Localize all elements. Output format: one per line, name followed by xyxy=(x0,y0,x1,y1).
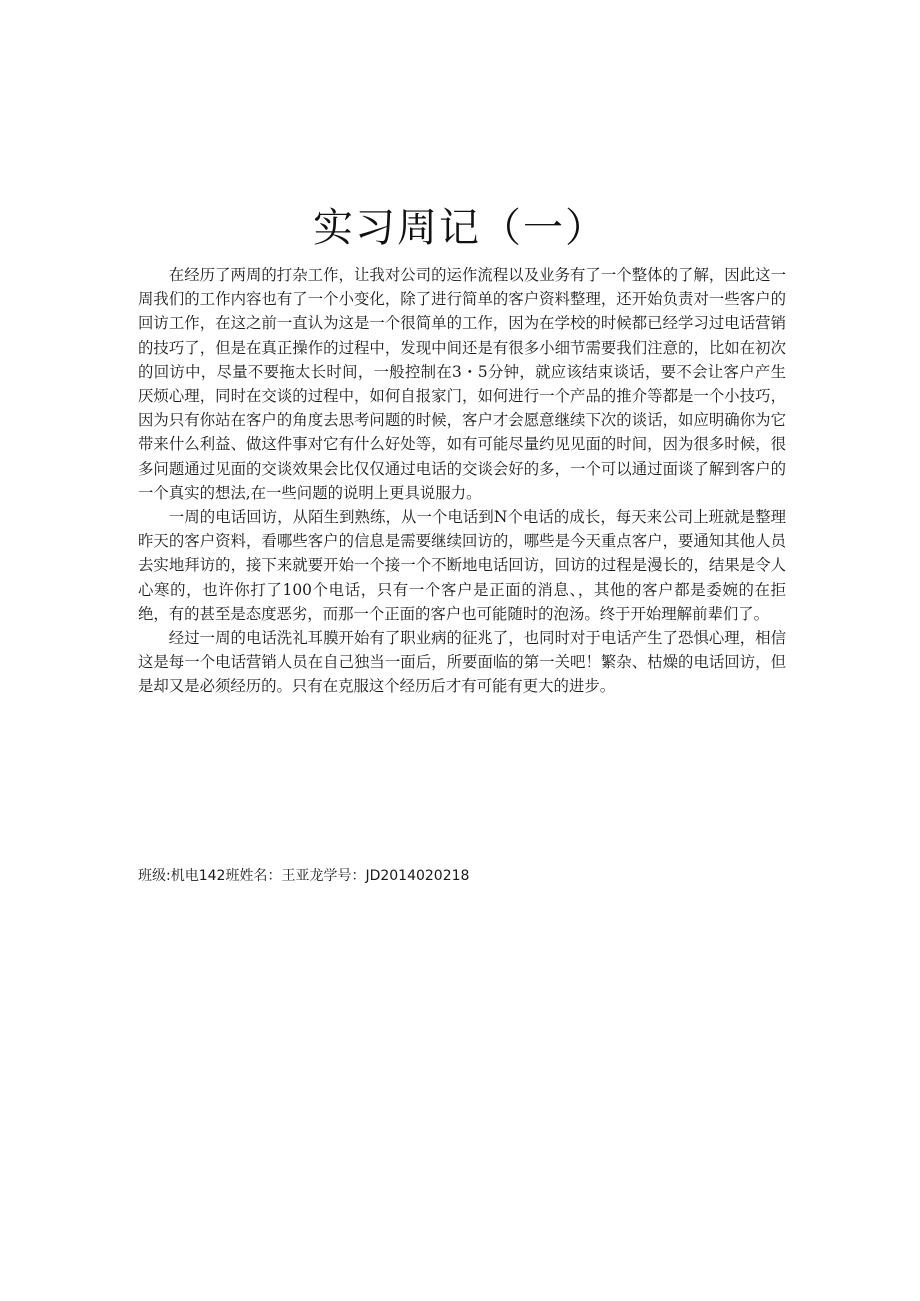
paragraph-3: 经过一周的电话洗礼耳膜开始有了职业病的征兆了，也同时对于电话产生了恐惧心理，相信这是每一个电话营销人员在自己独当一面后，所要面临的第一关吧！繁杂、枯燥的电话回访，但是却又是必须经历的。只有在克服这个经历后才有可能有更大的进步。 xyxy=(138,629,786,696)
paragraph-1: 在经历了两周的打杂工作，让我对公司的运作流程以及业务有了一个整体的了解，因此这一周我们的工作内容也有了一个小变化，除了进行简单的客户资料整理，还开始负责对一些客户的回访工作，在这之前一直认为这是一个很简单的工作，因为在学校的时候都已经学习过电话营销的技巧了，但是在真正操作的过程中，发现中间还是有很多小细节需要我们注意的，比如在初次的回访中，尽量不要拖太长时间，一般控制在3・5分钟，就应该结束谈话，要不会让客户产生厌烦心理，同时在交谈的过程中，如何自报家门，如何进行一个产品的推介等都是一个小技巧，因为只有你站在客户的角度去思考问题的时候，客户才会愿意继续下次的谈话，如应明确你为它带来什么利益、做这件事对它有什么好处等，如有可能尽量约见见面的时间，因为很多时候，很多问题通过见面的交谈效果会比仅仅通过电话的交谈会好的多，一个可以通过面谈了解到客户的一个真实的想法,在一些问题的说明上更具说服力。 xyxy=(138,266,786,502)
student-info-footer: 班级:机电142班姓名：王亚龙学号：JD2014020218 xyxy=(138,868,470,884)
document-title: 实习周记（一） xyxy=(313,205,607,251)
paragraph-2: 一周的电话回访，从陌生到熟练，从一个电话到N个电话的成长，每天来公司上班就是整理昨天的客户资料，看哪些客户的信息是需要继续回访的，哪些是今天重点客户，要通知其他人员去实地拜访的，接下来就要开始一个接一个不断地电话回访，回访的过程是漫长的，结果是令人心寒的，也许你打了100个电话，只有一个客户是正面的消息、，其他的客户都是委婉的在拒绝，有的甚至是态度恶劣，而那一个正面的客户也可能随时的泡汤。终于开始理解前辈们了。 xyxy=(138,508,786,623)
document-body xyxy=(138,263,786,699)
